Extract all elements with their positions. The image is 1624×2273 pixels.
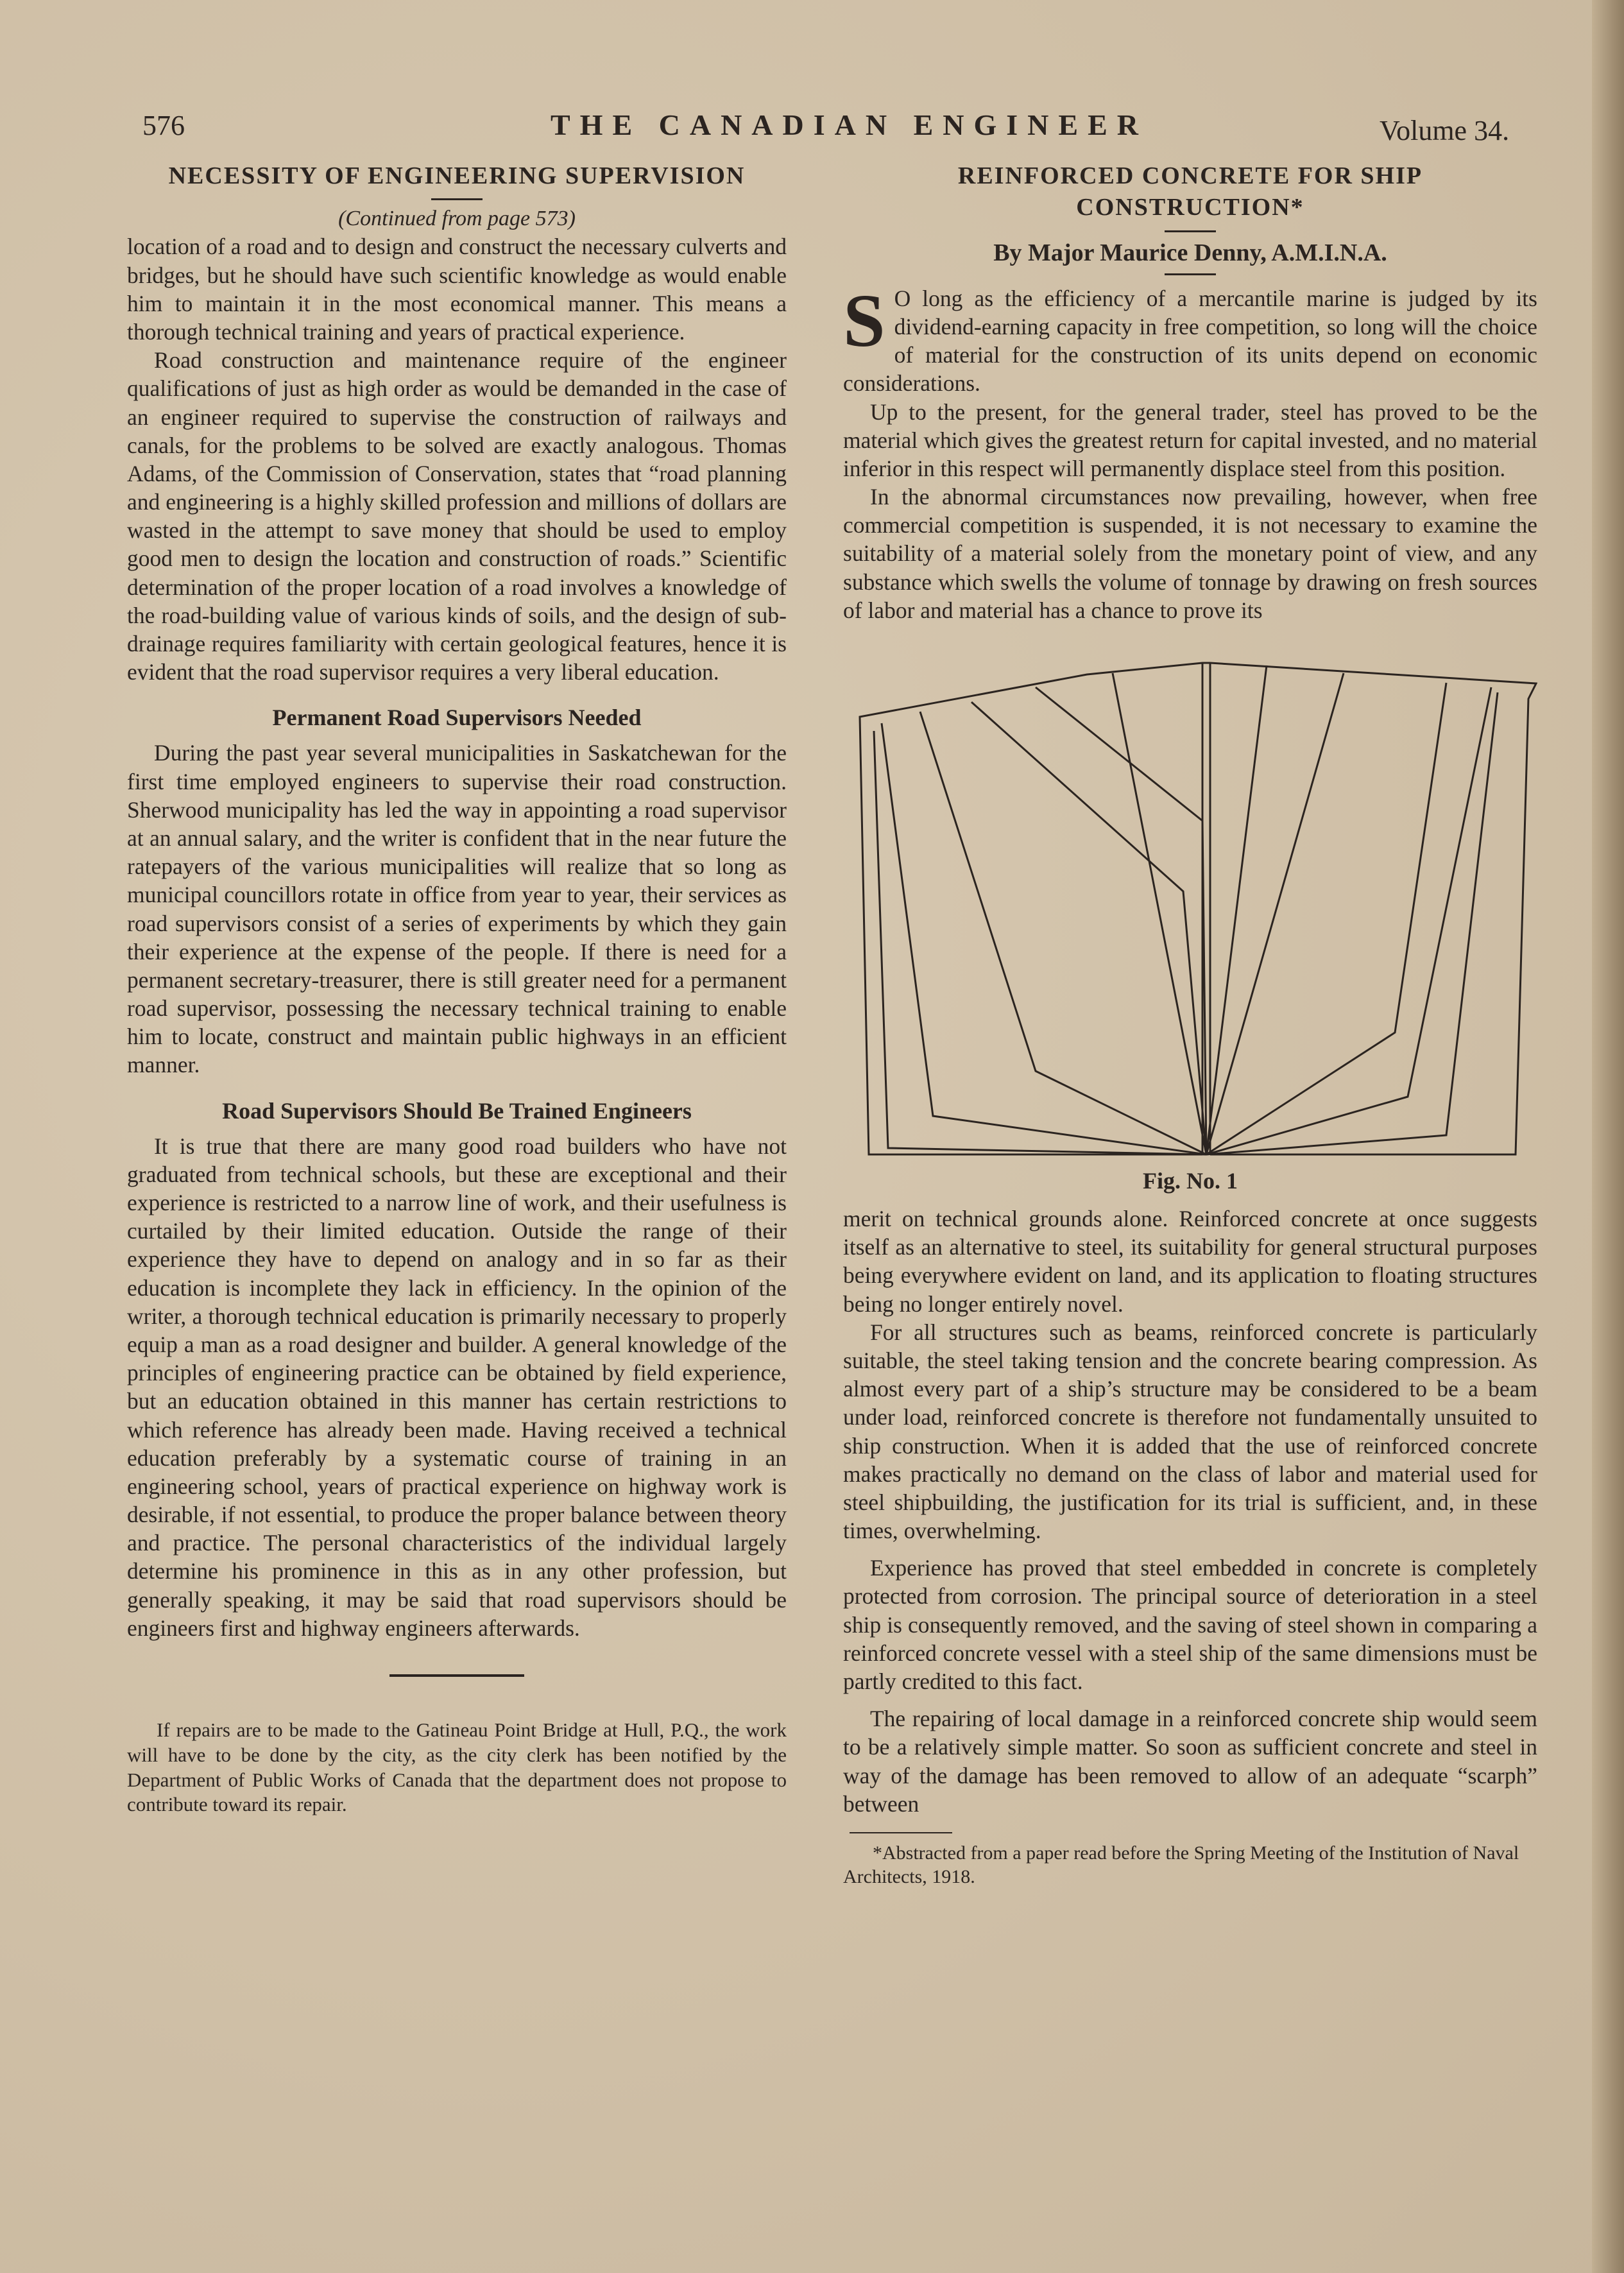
note-text: If repairs are to be made to the Gatineau Point Bridge at Hull, P.Q., the work will have to be done by the city, as the city clerk has been notified by the Department of Public Works of Canada that the department does not propose to contribute toward its repair. — [127, 1719, 787, 1816]
page-number: 576 — [142, 110, 185, 141]
diagram-outline — [860, 663, 1536, 1154]
byline-rule — [1165, 273, 1216, 275]
paragraph: In the abnormal circumstances now prevailing, however, when free commercial competition is suspended, it is not necessary to examine the suitability of a material solely from the monetary point of view, and any substance which swells the volume of tonnage by drawing on fresh sources of labor and material has a chance to prove its — [843, 484, 1537, 623]
paragraph: Road construction and maintenance require of the engineer qualifications of just as high order as would be demanded in the case of an engineer required to supervise the construction of railways and canals, for the problems to be solved are exactly analogous. Thomas Adams, of the Commission of Conservation, states that “road planning and engineering is a highly skilled profession and millions of dollars are wasted in the attempt to save money that should be used to employ good men to design the location and construction of roads.” Scientific determination of the proper location of a road involves a knowledge of the road-building value of various kinds of soils, and the design of sub-drainage requires familiarity with certain geological features, hence it is evident that the road supervisor requires a very liberal education. — [127, 347, 787, 685]
drop-cap: S — [843, 278, 885, 363]
page-header — [0, 103, 1624, 154]
paragraph: Up to the present, for the general trader, steel has proved to be the material which gives the greatest return for capital invested, and no material inferior in this respect will permanently displace steel from this position. — [843, 399, 1537, 481]
journal-title: THE CANADIAN ENGINEER — [551, 108, 1148, 141]
frame-line — [1113, 673, 1206, 1154]
paragraph: During the past year several municipalities in Saskatchewan for the first time employed engineers to supervise their road construction. Sherwood municipality has led the way in appointing a road supervisor at an annual salary, and the writer is confident that in the near future the ratepayers of the various municipalities will realize that so long as municipal councillors rotate in office from year to year, their services as road supervisors consist of a series of experiments by which they gain their experience at the expense of the people. If there is need for a permanent secretary-treasurer, there is still greater need for a permanent road supervisor, possessing the necessary technical training to enable him to locate, construct and maintain public highways in an efficient manner. — [127, 740, 787, 1078]
ship-section-diagram — [843, 648, 1537, 1161]
paragraph: The repairing of local damage in a reinforced concrete ship would seem to be a relatively simple matter. So soon as sufficient concrete and steel in way of the damage has been removed to allow of an adequate “scarph” between — [843, 1706, 1537, 1817]
binding-edge — [1592, 0, 1624, 2273]
frame-line — [874, 731, 1206, 1154]
paragraph-text: O long as the efficiency of a mercantile marine is judged by its dividend-earning capacity in free competition, so long will the choice of material for the construction of its units depend on economic considerations. — [843, 285, 1537, 397]
news-note — [127, 1718, 787, 1817]
frame-line — [1206, 692, 1498, 1154]
section-heading: Permanent Road Supervisors Needed — [272, 705, 642, 731]
figure-caption: Fig. No. 1 — [1143, 1168, 1238, 1194]
frame-line — [882, 723, 1206, 1154]
article-title-left: NECESSITY OF ENGINEERING SUPERVISION — [168, 162, 746, 189]
paragraph: merit on technical grounds alone. Reinforced concrete at once suggests itself as an alternative to steel, its suitability for general structural purposes being everywhere evident on land, and its application to floating structures being no longer entirely novel. — [843, 1206, 1537, 1317]
frame-line — [1206, 687, 1491, 1154]
volume-label: Volume 34. — [1380, 115, 1510, 146]
frame-line — [971, 702, 1206, 1154]
title-rule — [1165, 230, 1216, 232]
paragraph — [843, 278, 1537, 398]
divider — [389, 1674, 524, 1677]
right-column — [843, 160, 1537, 1889]
title-rule — [431, 198, 483, 200]
frame-line — [1206, 665, 1267, 1154]
frame-line — [1206, 673, 1344, 1154]
section-heading: Road Supervisors Should Be Trained Engineers — [222, 1097, 692, 1124]
paragraph: For all structures such as beams, reinforced concrete is particularly suitable, the steel taking tension and the concrete bearing compression. As almost every part of a ship’s structure may be considered to be a beam under load, reinforced concrete is therefore not fundamentally unsuited to ship construction. When it is added that the use of reinforced concrete makes practically no demand on the class of labor and material used for steel shipbuilding, the justification for its trial is sufficient, and, in these times, overwhelming. — [843, 1319, 1537, 1544]
article-title-right: REINFORCED CONCRETE FOR SHIP CONSTRUCTION* — [957, 162, 1423, 221]
left-column — [127, 160, 787, 1817]
byline: By Major Maurice Denny, A.M.I.N.A. — [993, 239, 1387, 266]
footnote-rule — [850, 1832, 952, 1833]
paragraph: location of a road and to design and construct the necessary culverts and bridges, but he should have such scientific knowledge as would enable him to maintain it in the most economical manner. This means a thorough technical training and years of practical experience. — [127, 234, 787, 345]
continued-note: (Continued from page 573) — [338, 207, 576, 231]
paragraph: Experience has proved that steel embedded in concrete is completely protected from corrosion. The principal source of deterioration in a steel ship is consequently removed, and the saving of steel shown in comparing a reinforced concrete vessel with a steel ship of the same dimensions must be partly credited to this fact. — [843, 1555, 1537, 1695]
paragraph: It is true that there are many good road builders who have not graduated from technical schools, but these are exceptional and their experience is restricted to a narrow line of work, and their usefulness is curtailed by their limited education. Outside the range of their experience they have to depend on analogy and in so far as their education is incomplete they lack in efficiency. In the opinion of the writer, a thorough technical education is primarily necessary to properly equip a man as a road designer and builder. A general knowledge of the principles of engineering practice can be obtained by field experience, but an education obtained in this manner has certain restrictions to which reference has already been made. Having received a technical education preferably by a systematic course of training in an engineering school, years of practical experience on highway work is desirable, if not essential, to produce the proper balance between theory and practice. The personal characteristics of the individual largely determine his prominence in this as in any other profession, but generally speaking, it may be said that road supervisors should be engineers first and highway engineers afterwards. — [127, 1133, 787, 1641]
figure — [843, 648, 1537, 1194]
footnote: *Abstracted from a paper read before the Spring Meeting of the Institution of Naval Architects, 1918. — [843, 1842, 1519, 1888]
